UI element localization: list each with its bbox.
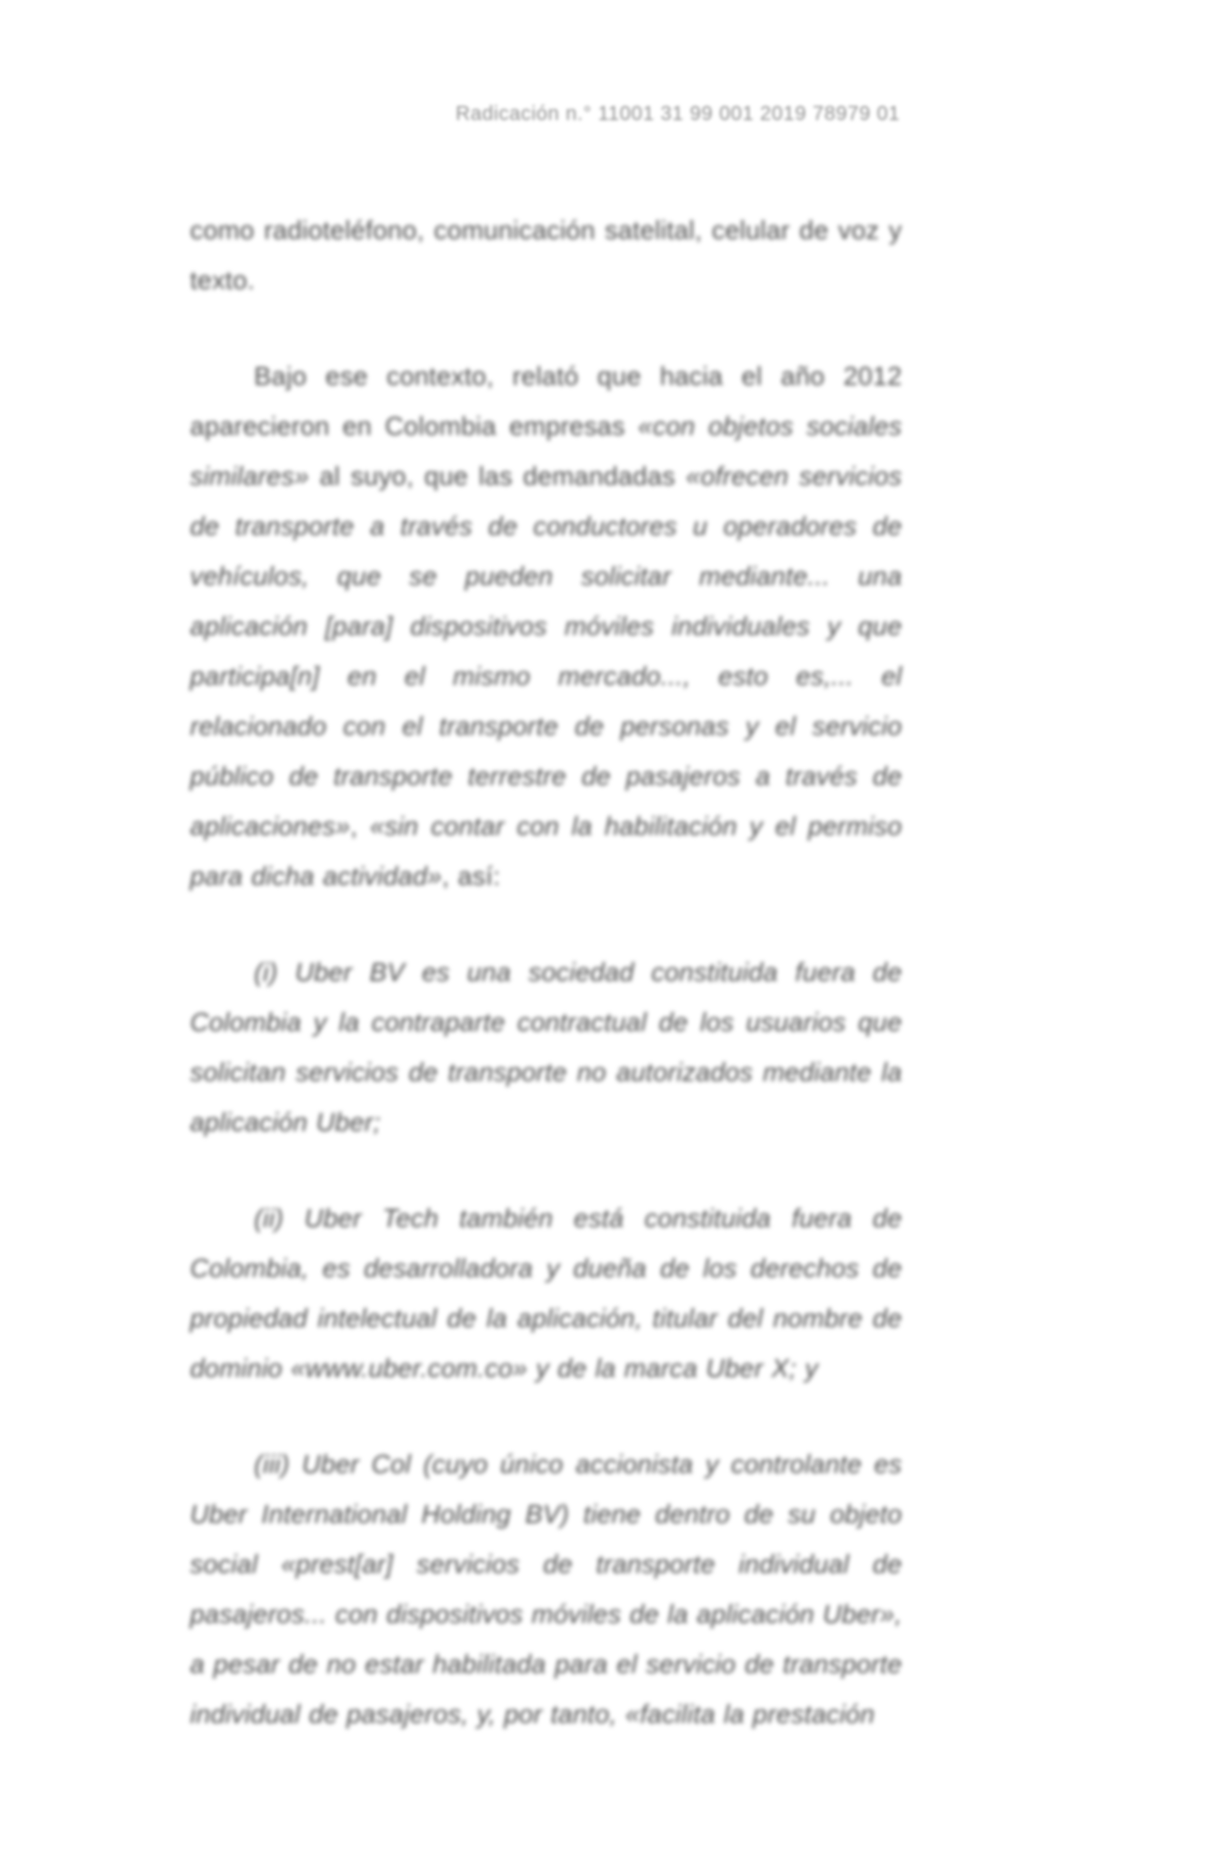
paragraph: [190, 1439, 902, 1739]
quoted-text: (ii) Uber Tech también está constituida fuera de Colombia, es desarrolladora y dueña de los derechos de propiedad intelectual de la aplicación, titular del nombre de dominio «www.uber.com.co» y de la marca Uber X; y: [190, 1203, 902, 1383]
quoted-text: (iii) Uber Col (cuyo único accionista y controlante es Uber International Holding BV) tiene dentro de su objeto social «prest[ar] servicios de transporte individual de pasajeros... con dispositivos móviles de la aplicación Uber», a pesar de no estar habilitada para el servicio de transporte individual de pasajeros, y, por tanto, «facilita la prestación: [190, 1449, 902, 1729]
body-text: como radioteléfono, comunicación satelital, celular de voz y texto.: [190, 215, 902, 295]
body-text: ,: [350, 811, 370, 841]
paragraph: [190, 947, 902, 1147]
quoted-text: «con objetos sociales similares»: [190, 411, 902, 491]
body-text: al suyo, que las demandadas: [309, 461, 686, 491]
quoted-text: (i) Uber BV es una sociedad constituida fuera de Colombia y la contraparte contractual de los usuarios que solicitan servicios de transporte no autorizados mediante la aplicación Uber;: [190, 957, 902, 1137]
body-text: , así:: [441, 861, 501, 891]
paragraph: [190, 1193, 902, 1393]
body-text: Bajo ese contexto, relató que hacia el año 2012 aparecieron en Colombia empresas: [190, 361, 902, 441]
quoted-text: «ofrecen servicios de transporte a través de conductores u operadores de vehículos, que se pueden solicitar mediante... una aplicación [para] dispositivos móviles individuales y que participa[n] en el mismo mercado..., esto es,... el relacionado con el transporte de personas y el servicio público de transporte terrestre de pasajeros a través de aplicaciones»: [190, 461, 902, 841]
radicacion-header: Radicación n.° 11001 31 99 001 2019 78979 01: [455, 103, 900, 125]
document-body: [190, 205, 902, 1739]
quoted-text: «sin contar con la habilitación y el permiso para dicha actividad»: [190, 811, 902, 891]
paragraph: [190, 205, 902, 305]
paragraph: [190, 351, 902, 901]
